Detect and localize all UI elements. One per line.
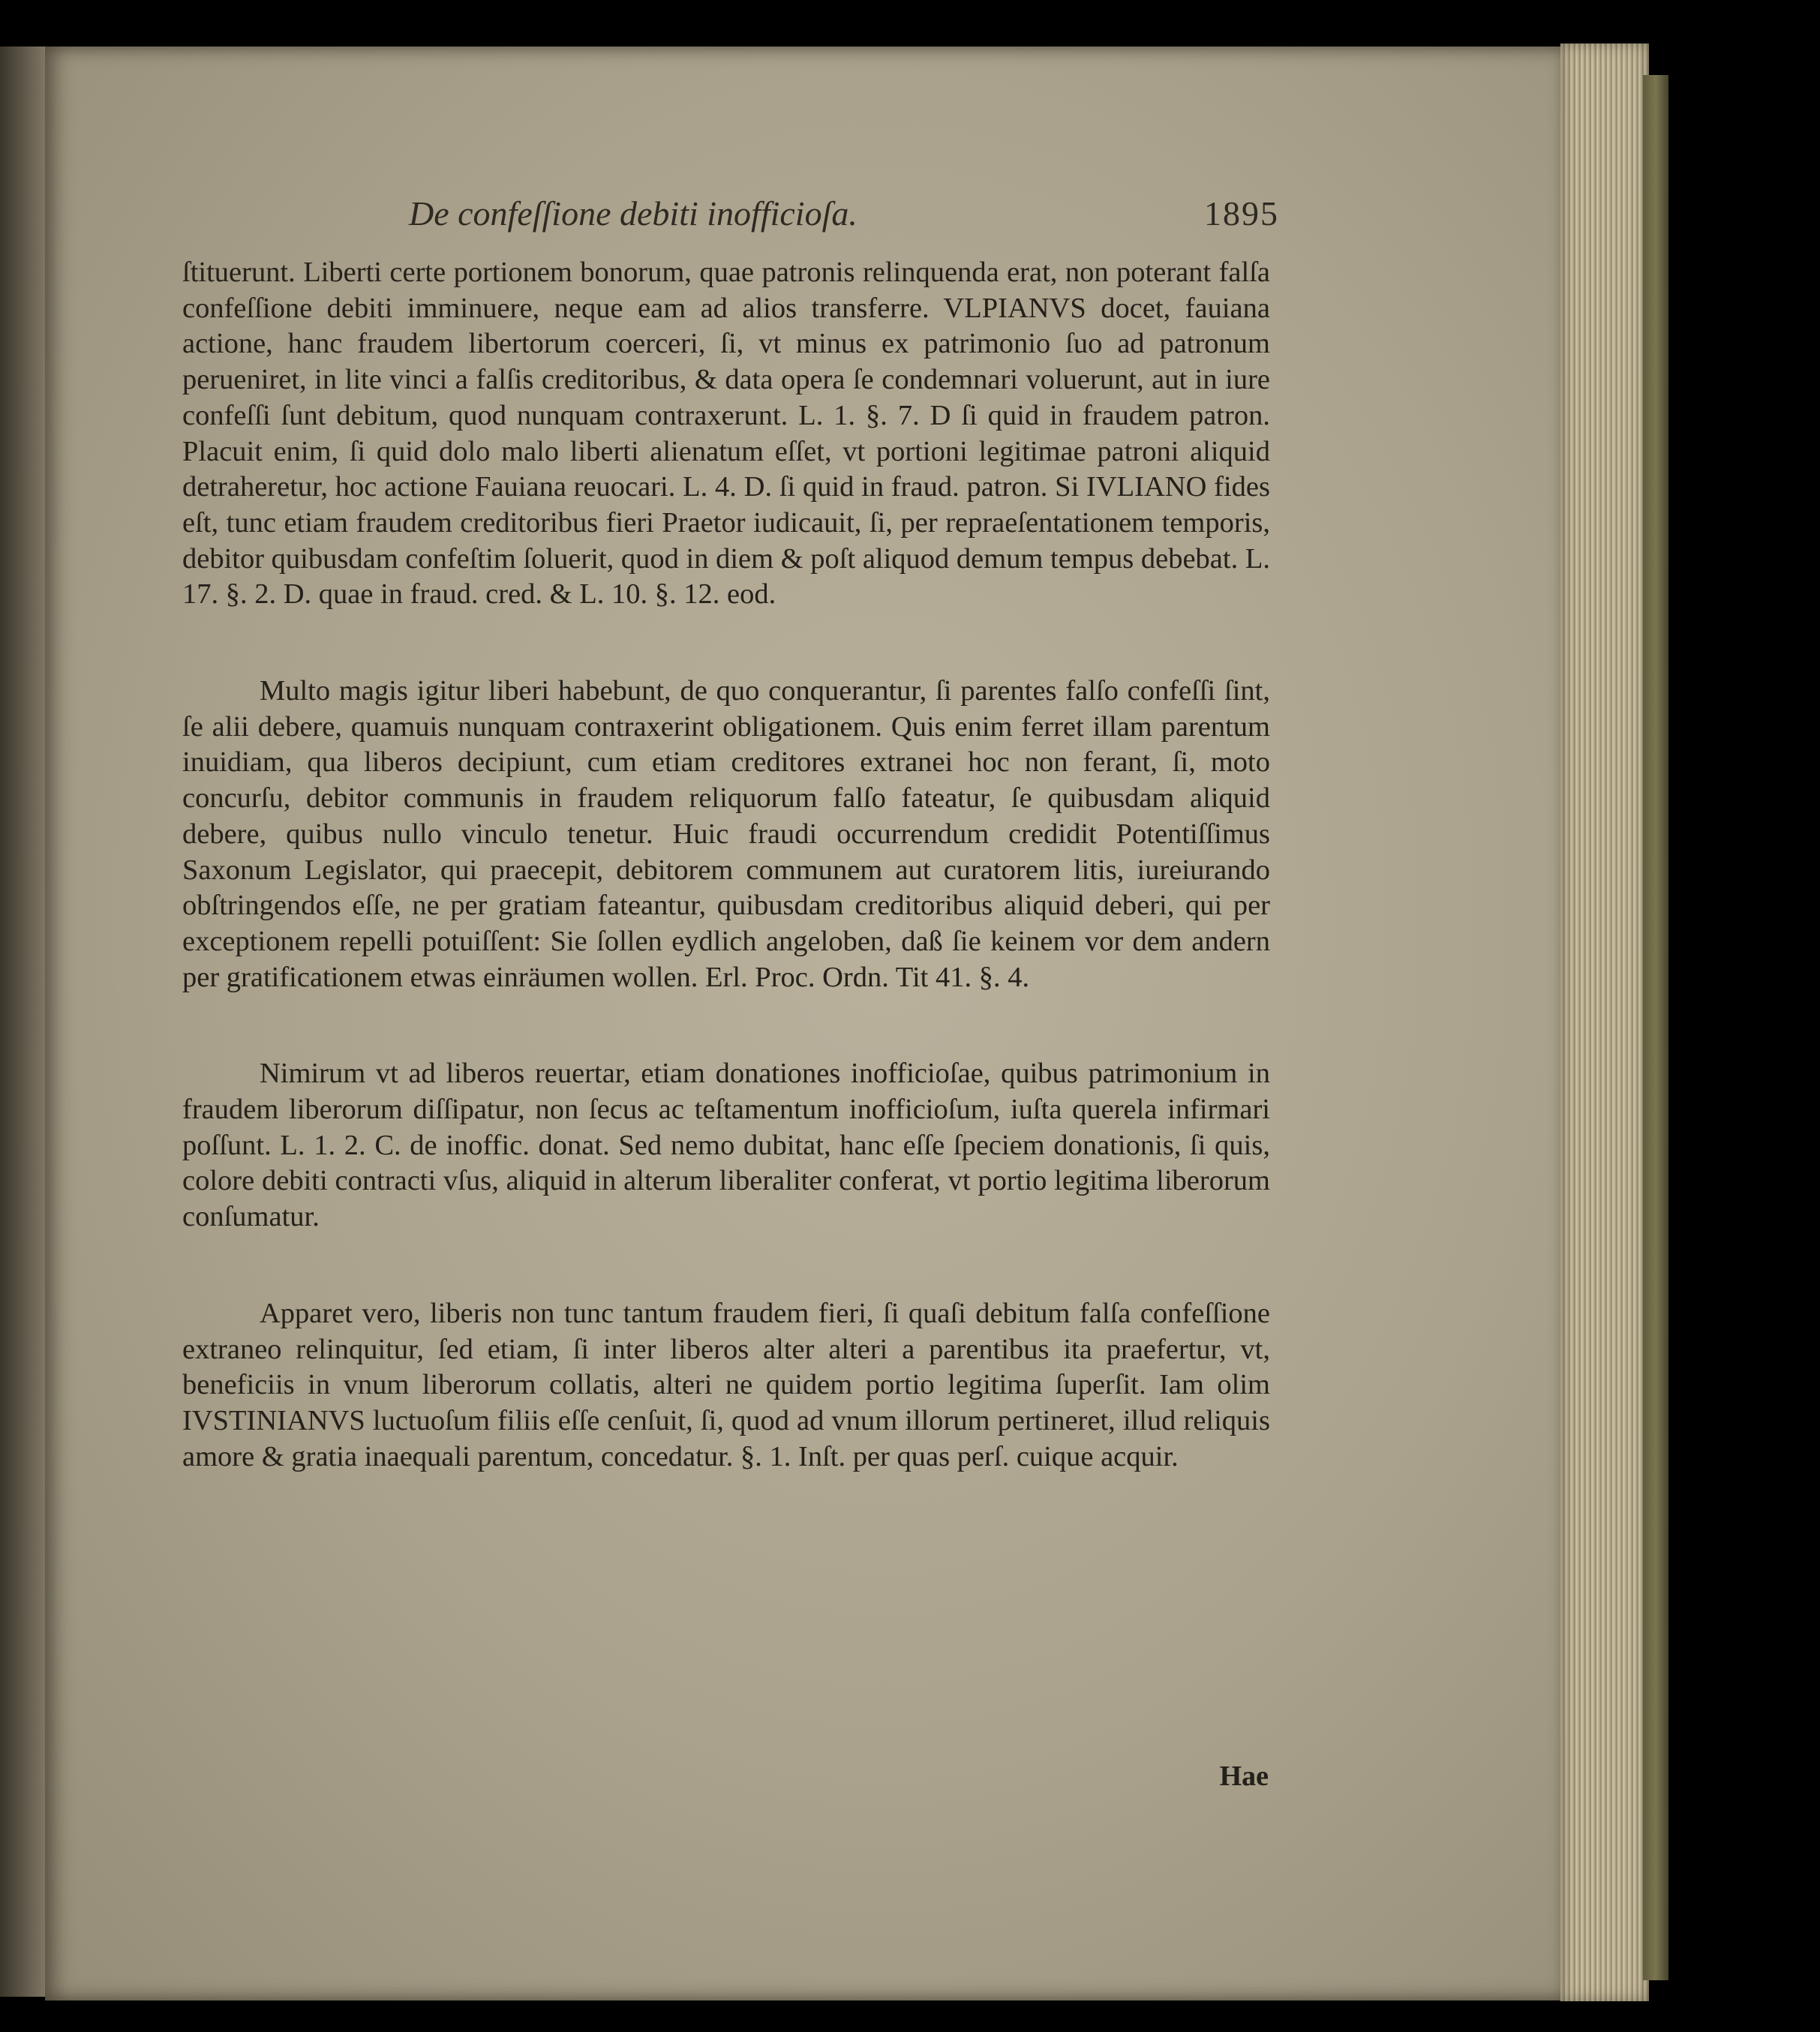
paragraph-4: Apparet vero, liberis non tunc tantum fraudem fieri, ſi quaſi debitum falſa confeſſione extraneo relinquitur, ſed etiam, ſi inter liberos alter alteri a parentibus ita praefertur, vt, beneficiis in vnum liberorum collatis, alteri ne quidem portio legitima ſuperſit. Iam olim IVSTINIANVS luctuoſum filiis eſſe cenſuit, ſi, quod ad vnum illorum pertineret, illud reliquis amore & gratia inaequali parentum, concedatur. §. 1. Inſt. per quas perſ. cuique acquir.: [182, 1297, 1270, 1472]
catchword-area: [182, 0, 1270, 2032]
book-cover: [1643, 75, 1668, 1980]
page-number: 1895: [1204, 194, 1279, 233]
page-edges: [1560, 44, 1649, 2001]
paragraph-1: ſtituerunt. Liberti certe portionem bonorum, quae patronis relinquenda erat, non poterant falſa confeſſione debiti imminuere, neque eam ad alios transferre. VLPIANVS docet, fauiana actione, hanc fraudem libertorum coerceri, ſi, vt minus ex patrimonio ſuo ad patronum perueniret, in lite vinci a falſis creditoribus, & data opera ſe condemnari voluerunt, aut in iure confeſſi ſunt debitum, quod nunquam contraxerunt. L. 1. §. 7. D ſi quid in fraudem patron. Placuit enim, ſi quid dolo malo liberti alienatum eſſet, vt portioni legitimae patroni aliquid detraheretur, hoc actione Fauiana reuocari. L. 4. D. ſi quid in fraud. patron. Si IVLIANO fides eſt, tunc etiam fraudem creditoribus fieri Praetor iudicauit, ſi, per repraeſentationem temporis, debitor quibusdam confeſtim ſoluerit, quod in diem & poſt aliquod demum tempus debebat. L. 17. §. 2. D. quae in fraud. cred. & L. 10. §. 12. eod.: [182, 257, 1270, 611]
paragraph-2: Multo magis igitur liberi habebunt, de quo conquerantur, ſi parentes falſo confeſſi ſint, ſe alii debere, quamuis nunquam contraxerint obligationem. Quis enim ferret illam parentum inuidiam, qua liberos decipiunt, cum etiam creditores extranei hoc non ferant, ſi, moto concurſu, debitor communis in fraudem reliquorum falſo fateatur, ſe quibusdam aliquid debere, quibus nullo vinculo tenetur. Huic fraudi occurrendum credidit Potentiſſimus Saxonum Legislator, qui praecepit, debitorem communem aut curatorem litis, iureiurando obſtringendos eſſe, ne per gratiam fateantur, quibusdam creditoribus aliquid deberi, qui per exceptionem repelli potuiſſent: Sie ſollen eydlich angeloben, daß ſie keinem vor dem andern per gratificationem etwas einräumen wollen. Erl. Proc. Ordn. Tit 41. §. 4.: [182, 675, 1270, 993]
paragraph-3: Nimirum vt ad liberos reuertar, etiam donationes inofficioſae, quibus patrimonium in fraudem liberorum diſſipatur, non ſecus ac teſtamentum inofficioſum, iuſta querela infirmari poſſunt. L. 1. 2. C. de inoffic. donat. Sed nemo dubitat, hanc eſſe ſpeciem donationis, ſi quis, colore debiti contracti vſus, aliquid in alterum liberaliter conferat, vt portio legitima liberorum conſumatur.: [182, 1058, 1270, 1233]
catchword: Hae: [1219, 1760, 1269, 1792]
running-title: De confeſſione debiti inofficioſa.: [409, 194, 857, 233]
